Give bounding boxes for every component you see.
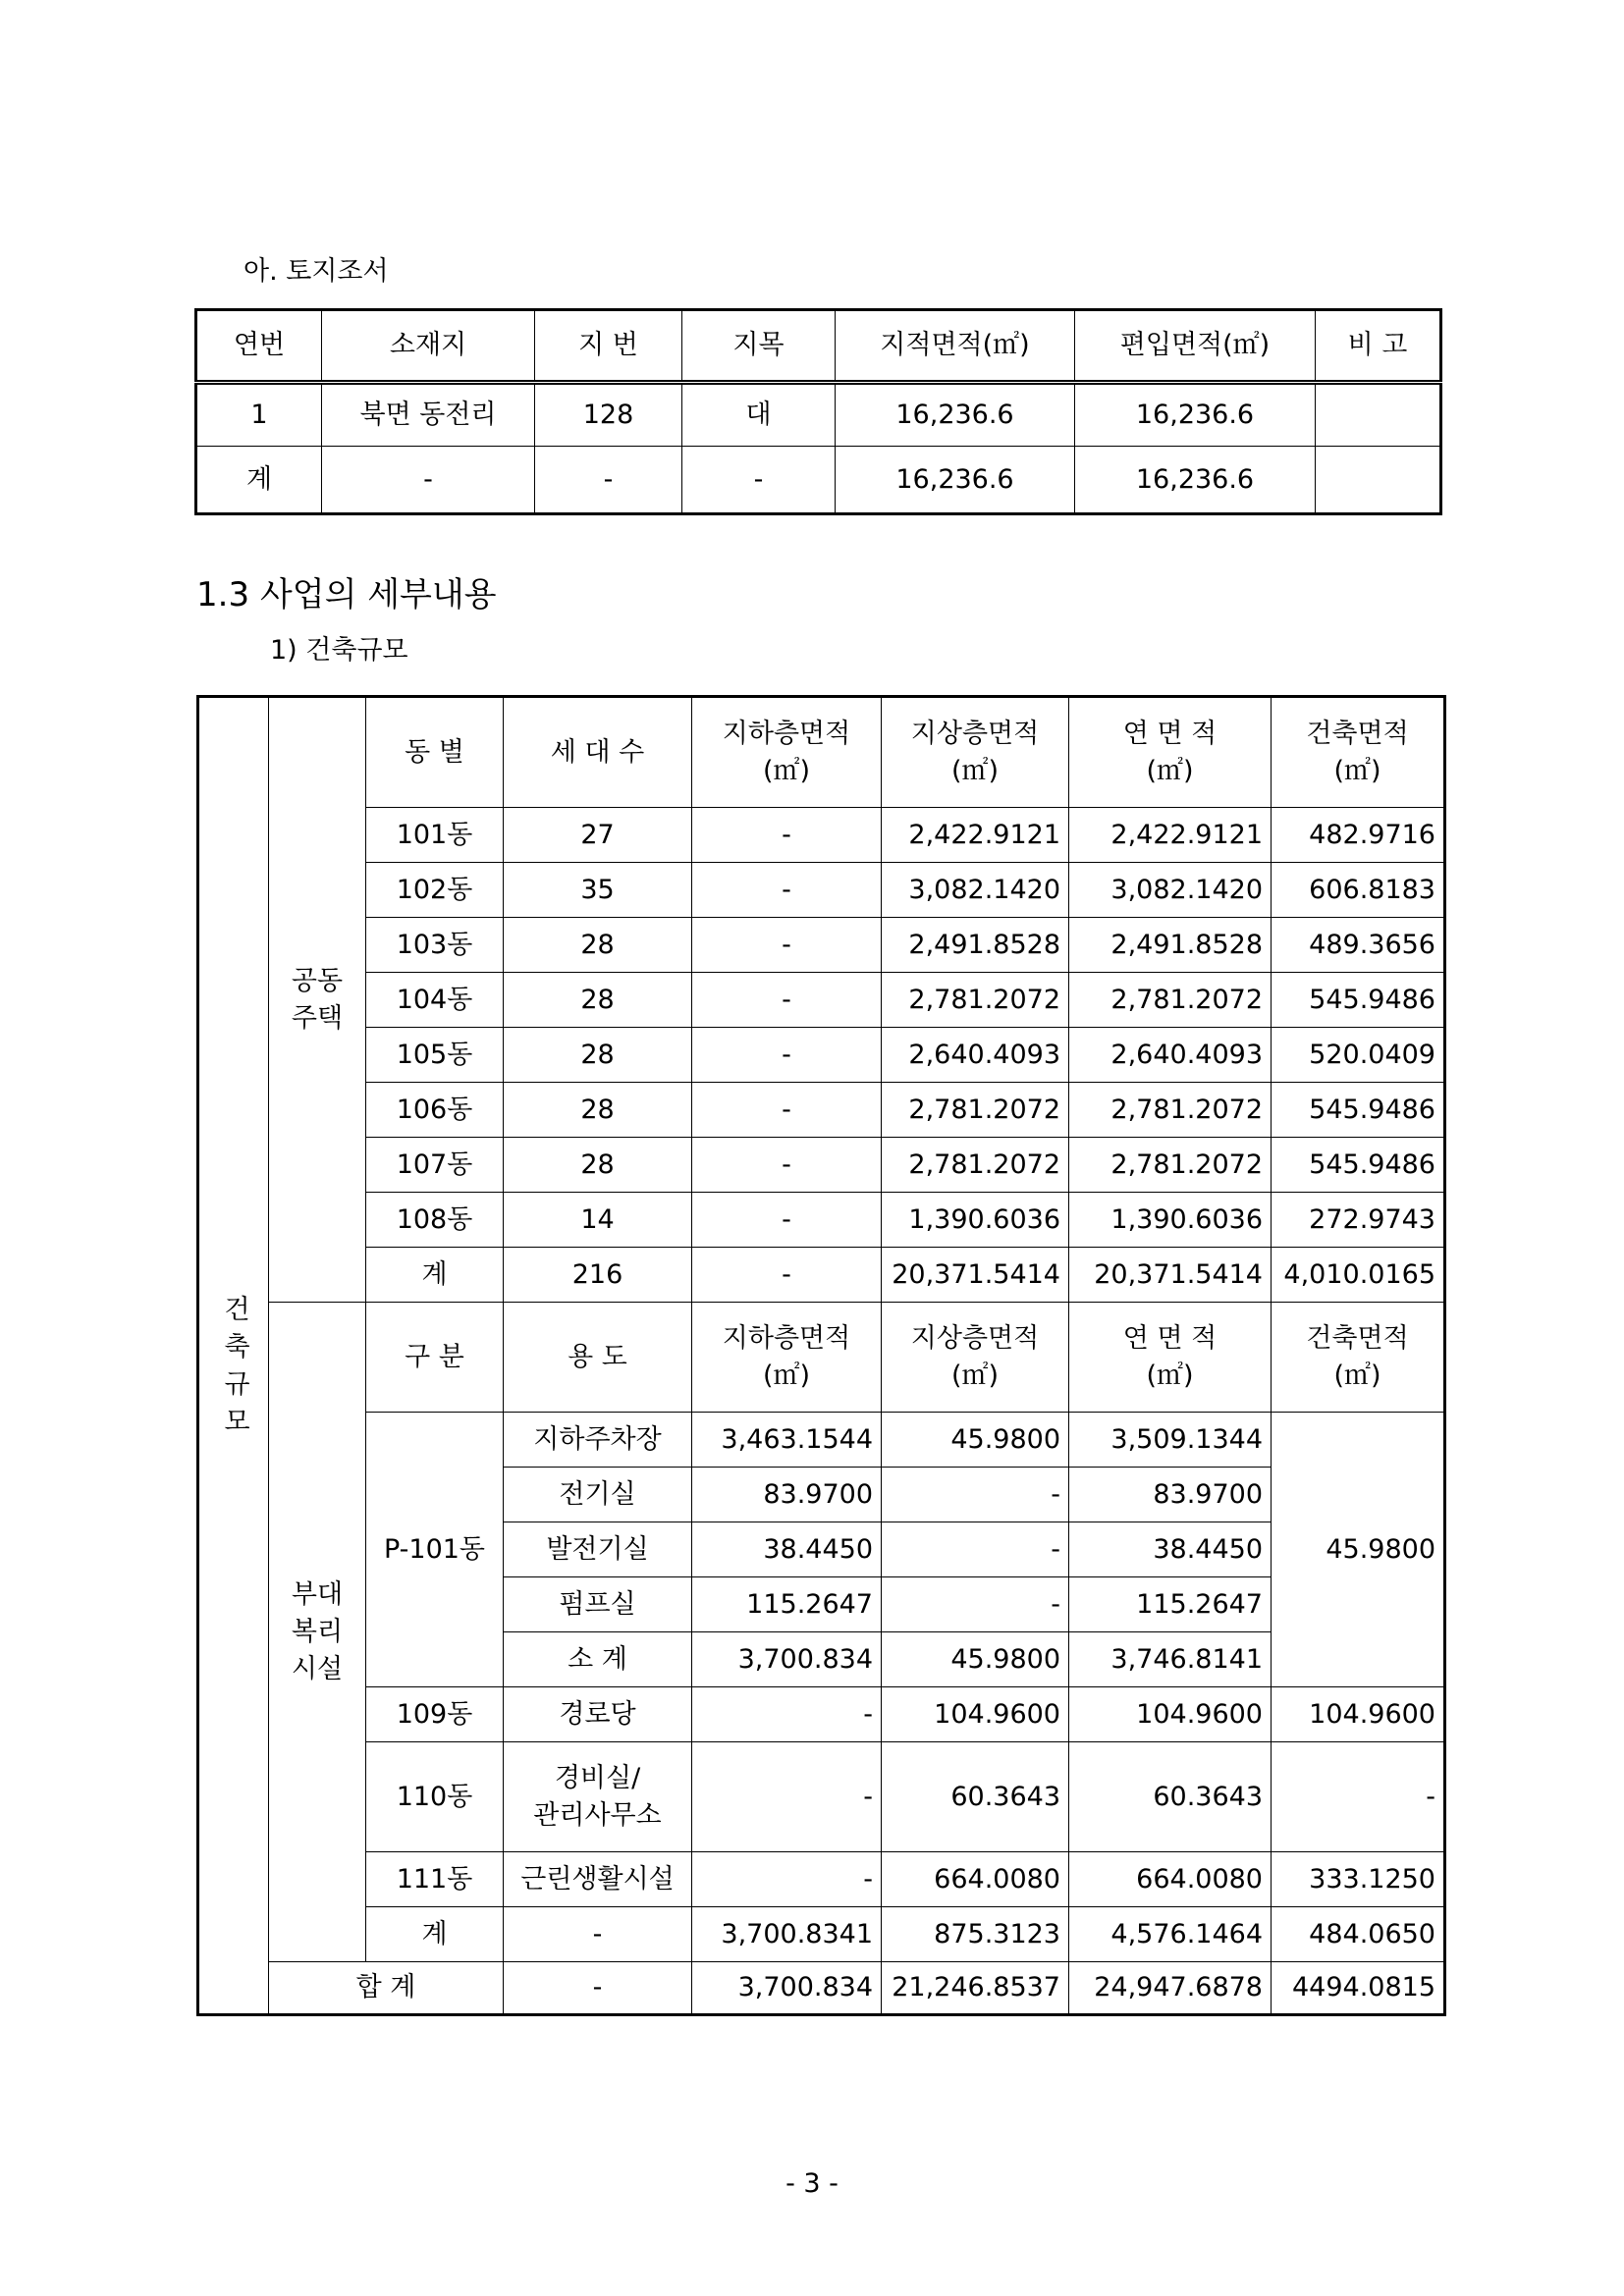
facility-total-row: [198, 1907, 1445, 1962]
lot-number-cell: 128: [535, 383, 682, 447]
households-cell: 28: [504, 1083, 692, 1138]
underground-area-cell: 3,700.8341: [692, 1907, 882, 1962]
col-header-total-floor-area: 연 면 적 (㎡): [1069, 1303, 1272, 1413]
underground-area-cell: -: [692, 1248, 882, 1303]
building-scale-table: [196, 695, 1446, 2016]
underground-area-cell: 3,700.834: [692, 1632, 882, 1687]
households-cell: 28: [504, 973, 692, 1028]
col-header-location: 소재지: [322, 310, 535, 383]
facility-row: [198, 1852, 1445, 1907]
use-cell: 근린생활시설: [504, 1852, 692, 1907]
housing-row: [198, 1193, 1445, 1248]
building-cell: 104동: [366, 973, 504, 1028]
underground-area-cell: -: [692, 918, 882, 973]
housing-row: [198, 808, 1445, 863]
households-cell: 28: [504, 918, 692, 973]
building-area-cell: 272.9743: [1272, 1193, 1445, 1248]
total-floor-area-cell: 1,390.6036: [1069, 1193, 1272, 1248]
location-cell: -: [322, 447, 535, 514]
building-cell: 107동: [366, 1138, 504, 1193]
col-header-ground-area: 지상층면적 (㎡): [882, 697, 1069, 808]
housing-row: [198, 973, 1445, 1028]
use-cell: 펌프실: [504, 1577, 692, 1632]
col-header-cadastral-area: 지적면적(㎡): [836, 310, 1075, 383]
building-cell: 102동: [366, 863, 504, 918]
building-area-cell: 104.9600: [1272, 1687, 1445, 1742]
facilities-group-label: 부대 복리 시설: [269, 1303, 366, 1962]
use-cell: -: [504, 1907, 692, 1962]
total-floor-area-cell: 104.9600: [1069, 1687, 1272, 1742]
building-area-cell: 482.9716: [1272, 808, 1445, 863]
housing-row: [198, 1138, 1445, 1193]
building-area-cell: 545.9486: [1272, 1138, 1445, 1193]
total-floor-area-cell: 115.2647: [1069, 1577, 1272, 1632]
col-header-underground-area: 지하층면적 (㎡): [692, 697, 882, 808]
land-category-cell: 대: [682, 383, 836, 447]
land-register-table: [194, 308, 1442, 515]
col-header-remarks: 비 고: [1316, 310, 1441, 383]
grand-total-row: [198, 1962, 1445, 2015]
remarks-cell: [1316, 447, 1441, 514]
ground-area-cell: 45.9800: [882, 1632, 1069, 1687]
underground-area-cell: 38.4450: [692, 1522, 882, 1577]
use-cell: 발전기실: [504, 1522, 692, 1577]
ground-area-cell: 60.3643: [882, 1742, 1069, 1852]
ground-area-cell: 20,371.5414: [882, 1248, 1069, 1303]
housing-row: [198, 863, 1445, 918]
col-header-households: 세 대 수: [504, 697, 692, 808]
sub-heading: 1) 건축규모: [270, 635, 408, 666]
underground-area-cell: -: [692, 1083, 882, 1138]
ground-area-cell: 875.3123: [882, 1907, 1069, 1962]
underground-area-cell: 115.2647: [692, 1577, 882, 1632]
building-area-cell: 4494.0815: [1272, 1962, 1445, 2015]
col-header-ground-area: 지상층면적 (㎡): [882, 1303, 1069, 1413]
col-header-building: 동 별: [366, 697, 504, 808]
households-cell: 35: [504, 863, 692, 918]
households-cell: 28: [504, 1138, 692, 1193]
building-cell: 106동: [366, 1083, 504, 1138]
col-header-no: 연번: [196, 310, 322, 383]
underground-area-cell: -: [692, 808, 882, 863]
grand-total-label: 합 계: [269, 1962, 504, 2015]
ground-area-cell: -: [882, 1522, 1069, 1577]
land-row: [196, 383, 1441, 447]
housing-row: [198, 918, 1445, 973]
total-floor-area-cell: 38.4450: [1069, 1522, 1272, 1577]
building-cell: 103동: [366, 918, 504, 973]
building-cell: 105동: [366, 1028, 504, 1083]
underground-area-cell: -: [692, 1193, 882, 1248]
total-floor-area-cell: 60.3643: [1069, 1742, 1272, 1852]
building-cell: P-101동: [366, 1413, 504, 1687]
facility-row: [198, 1687, 1445, 1742]
building-area-cell: 520.0409: [1272, 1028, 1445, 1083]
building-area-cell: 4,010.0165: [1272, 1248, 1445, 1303]
ground-area-cell: 2,781.2072: [882, 1138, 1069, 1193]
use-cell: 소 계: [504, 1632, 692, 1687]
total-floor-area-cell: 2,781.2072: [1069, 1138, 1272, 1193]
no-cell: 1: [196, 383, 322, 447]
col-header-land-category: 지목: [682, 310, 836, 383]
underground-area-cell: -: [692, 863, 882, 918]
housing-row: [198, 1028, 1445, 1083]
total-floor-area-cell: 3,509.1344: [1069, 1413, 1272, 1468]
housing-total-row: [198, 1248, 1445, 1303]
housing-row: [198, 1083, 1445, 1138]
building-cell: 101동: [366, 808, 504, 863]
section-heading: 1.3 사업의 세부내용: [196, 575, 497, 614]
col-header-incorporated-area: 편입면적(㎡): [1075, 310, 1316, 383]
ground-area-cell: -: [882, 1468, 1069, 1522]
incorporated-area-cell: 16,236.6: [1075, 447, 1316, 514]
land-category-cell: -: [682, 447, 836, 514]
total-floor-area-cell: 83.9700: [1069, 1468, 1272, 1522]
total-floor-area-cell: 2,781.2072: [1069, 1083, 1272, 1138]
ground-area-cell: 2,640.4093: [882, 1028, 1069, 1083]
ground-area-cell: 2,422.9121: [882, 808, 1069, 863]
households-cell: 216: [504, 1248, 692, 1303]
col-header-use: 용 도: [504, 1303, 692, 1413]
ground-area-cell: 45.9800: [882, 1413, 1069, 1468]
col-header-total-floor-area: 연 면 적 (㎡): [1069, 697, 1272, 808]
total-floor-area-cell: 3,746.8141: [1069, 1632, 1272, 1687]
col-header-building-area: 건축면적 (㎡): [1272, 1303, 1445, 1413]
underground-area-cell: -: [692, 1028, 882, 1083]
total-floor-area-cell: 4,576.1464: [1069, 1907, 1272, 1962]
ground-area-cell: 664.0080: [882, 1852, 1069, 1907]
total-floor-area-cell: 2,640.4093: [1069, 1028, 1272, 1083]
underground-area-cell: 3,463.1544: [692, 1413, 882, 1468]
incorporated-area-cell: 16,236.6: [1075, 383, 1316, 447]
households-cell: 14: [504, 1193, 692, 1248]
use-cell: 경로당: [504, 1687, 692, 1742]
total-floor-area-cell: 2,491.8528: [1069, 918, 1272, 973]
building-scale-side-cell: [198, 697, 269, 2015]
building-area-cell: 333.1250: [1272, 1852, 1445, 1907]
building-cell: 111동: [366, 1852, 504, 1907]
building-scale-label: 건축규모: [219, 1294, 249, 1444]
total-floor-area-cell: 3,082.1420: [1069, 863, 1272, 918]
building-area-cell: 489.3656: [1272, 918, 1445, 973]
households-cell: 28: [504, 1028, 692, 1083]
building-area-cell: 45.9800: [1272, 1413, 1445, 1687]
underground-area-cell: -: [692, 973, 882, 1028]
ground-area-cell: 2,781.2072: [882, 1083, 1069, 1138]
location-cell: 북면 동전리: [322, 383, 535, 447]
building-area-cell: 545.9486: [1272, 1083, 1445, 1138]
total-floor-area-cell: 20,371.5414: [1069, 1248, 1272, 1303]
col-header-underground-area: 지하층면적 (㎡): [692, 1303, 882, 1413]
underground-area-cell: 3,700.834: [692, 1962, 882, 2015]
no-cell: 계: [196, 447, 322, 514]
building-area-cell: -: [1272, 1742, 1445, 1852]
cadastral-area-cell: 16,236.6: [836, 447, 1075, 514]
total-floor-area-cell: 664.0080: [1069, 1852, 1272, 1907]
use-cell: 지하주차장: [504, 1413, 692, 1468]
building-cell: 계: [366, 1907, 504, 1962]
use-cell: 전기실: [504, 1468, 692, 1522]
use-cell: 경비실/ 관리사무소: [504, 1742, 692, 1852]
lot-number-cell: -: [535, 447, 682, 514]
total-floor-area-cell: 2,781.2072: [1069, 973, 1272, 1028]
underground-area-cell: -: [692, 1852, 882, 1907]
land-register-title: 아. 토지조서: [244, 256, 389, 287]
facility-row: [198, 1413, 1445, 1468]
total-floor-area-cell: 2,422.9121: [1069, 808, 1272, 863]
col-header-category: 구 분: [366, 1303, 504, 1413]
remarks-cell: [1316, 383, 1441, 447]
land-total-row: [196, 447, 1441, 514]
building-area-cell: 484.0650: [1272, 1907, 1445, 1962]
building-cell: 110동: [366, 1742, 504, 1852]
cadastral-area-cell: 16,236.6: [836, 383, 1075, 447]
ground-area-cell: -: [882, 1577, 1069, 1632]
building-area-cell: 545.9486: [1272, 973, 1445, 1028]
facilities-header-row: [198, 1303, 1445, 1413]
underground-area-cell: -: [692, 1687, 882, 1742]
housing-group-label: 공동 주택: [269, 697, 366, 1303]
ground-area-cell: 21,246.8537: [882, 1962, 1069, 2015]
ground-area-cell: 2,781.2072: [882, 973, 1069, 1028]
underground-area-cell: -: [692, 1742, 882, 1852]
land-header-row: [196, 310, 1441, 383]
col-header-building-area: 건축면적 (㎡): [1272, 697, 1445, 808]
underground-area-cell: -: [692, 1138, 882, 1193]
building-cell: 계: [366, 1248, 504, 1303]
households-cell: -: [504, 1962, 692, 2015]
households-cell: 27: [504, 808, 692, 863]
housing-header-row: [198, 697, 1445, 808]
ground-area-cell: 104.9600: [882, 1687, 1069, 1742]
ground-area-cell: 1,390.6036: [882, 1193, 1069, 1248]
ground-area-cell: 3,082.1420: [882, 863, 1069, 918]
building-cell: 109동: [366, 1687, 504, 1742]
facility-row: [198, 1742, 1445, 1852]
ground-area-cell: 2,491.8528: [882, 918, 1069, 973]
underground-area-cell: 83.9700: [692, 1468, 882, 1522]
page-number: - 3 -: [785, 2168, 839, 2199]
building-area-cell: 606.8183: [1272, 863, 1445, 918]
col-header-lot-number: 지 번: [535, 310, 682, 383]
building-cell: 108동: [366, 1193, 504, 1248]
total-floor-area-cell: 24,947.6878: [1069, 1962, 1272, 2015]
